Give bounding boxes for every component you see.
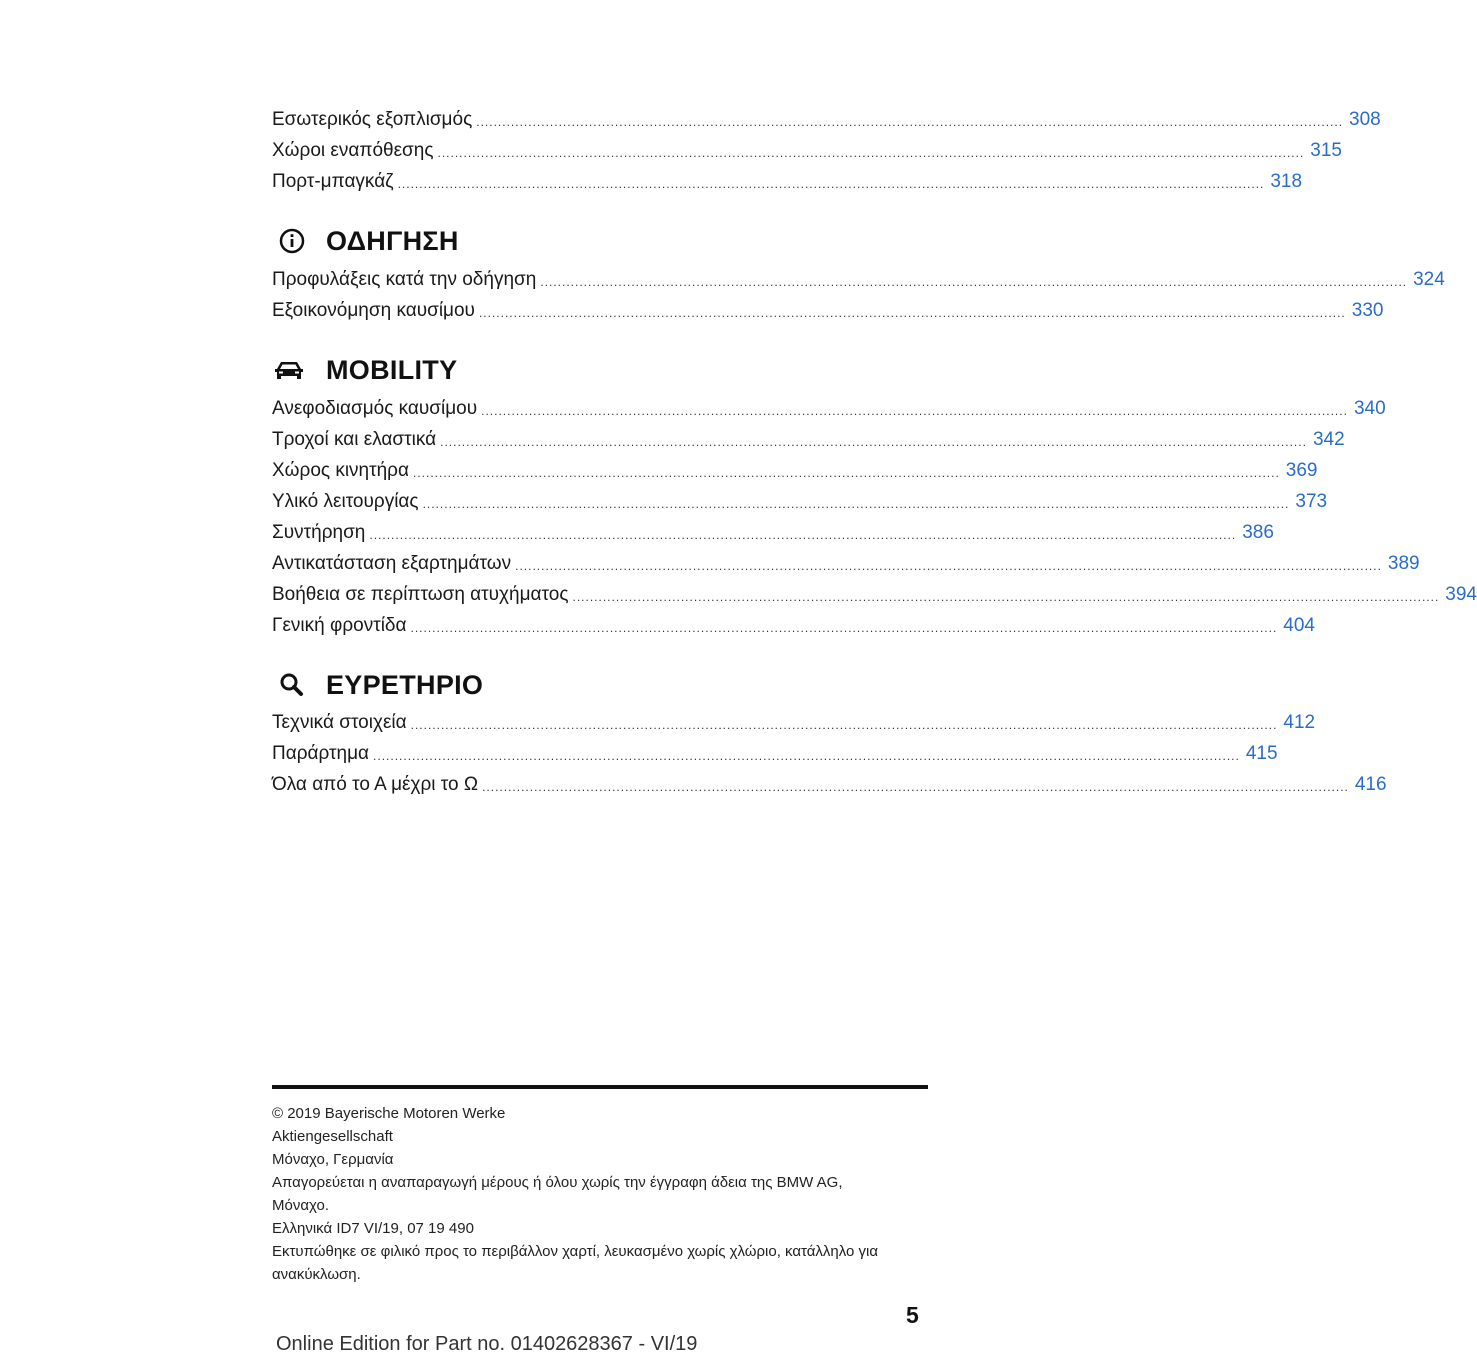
toc-entry-page[interactable]: 412 xyxy=(1283,712,1316,733)
toc-entry-label: Εξοικονόμηση καυσίμου xyxy=(272,300,475,321)
toc-entry-page[interactable]: 315 xyxy=(1310,140,1342,161)
section-title: MOBILITY xyxy=(326,354,458,385)
toc-entry[interactable] xyxy=(272,167,1303,193)
section-heading-driving xyxy=(272,221,928,261)
leader-dots: ........................................................................................................................................................................................................ xyxy=(572,590,1440,604)
leader-dots: ........................................................................................................................................................................................................ xyxy=(410,621,1278,635)
toc-entry-label: Συντήρηση xyxy=(272,522,366,543)
leader-dots: ........................................................................................................................................................................................................ xyxy=(481,404,1348,418)
leader-dots: ........................................................................................................................................................................................................ xyxy=(373,749,1240,763)
toc-entry-page[interactable]: 389 xyxy=(1387,553,1420,574)
toc-entry-page[interactable]: 340 xyxy=(1353,398,1386,419)
leader-dots: ........................................................................................................................................................................................................ xyxy=(437,146,1305,160)
toc-entry-label: Αντικατάσταση εξαρτημάτων xyxy=(272,553,512,574)
online-edition-note: Online Edition for Part no. 01402628367 - VI/19 xyxy=(276,1333,698,1355)
toc-entry[interactable] xyxy=(272,708,1316,734)
leader-dots: ........................................................................................................................................................................................................ xyxy=(440,435,1307,449)
toc-entry-page[interactable]: 324 xyxy=(1413,269,1445,290)
toc-entry[interactable] xyxy=(272,425,1345,451)
leader-dots: ........................................................................................................................................................................................................ xyxy=(412,466,1280,480)
toc-entry-label: Παράρτημα xyxy=(272,743,370,764)
section-heading-mobility xyxy=(272,350,928,390)
toc-entry-page[interactable]: 373 xyxy=(1295,491,1328,512)
footer-line: Μόναχο, Γερμανία xyxy=(272,1151,394,1168)
toc-entry-label: Χώροι εναπόθεσης xyxy=(272,140,434,161)
page-number: 5 xyxy=(906,1302,919,1328)
toc-entry-label: Χώρος κινητήρα xyxy=(272,460,409,481)
search-icon xyxy=(272,669,312,701)
toc-entry[interactable] xyxy=(272,265,1445,291)
info-circle-icon xyxy=(272,225,312,257)
leader-dots: ........................................................................................................................................................................................................ xyxy=(369,528,1237,542)
toc-entry[interactable] xyxy=(272,136,1342,162)
toc-entry[interactable] xyxy=(272,549,1420,575)
toc-entry-label: Όλα από το Α μέχρι το Ω xyxy=(272,774,479,795)
toc-entry[interactable] xyxy=(272,770,1387,796)
toc-entry-page[interactable]: 342 xyxy=(1312,429,1345,450)
toc-entry[interactable] xyxy=(272,296,1384,322)
leader-dots: ........................................................................................................................................................................................................ xyxy=(422,497,1290,511)
toc-entry-label: Τεχνικά στοιχεία xyxy=(272,712,407,733)
toc-entry-label: Γενική φροντίδα xyxy=(272,615,407,636)
footer-line: Μόναχο. xyxy=(272,1197,329,1214)
toc-entry-label: Εσωτερικός εξοπλισμός xyxy=(272,109,473,130)
footer-line: ανακύκλωση. xyxy=(272,1266,361,1283)
leader-dots: ........................................................................................................................................................................................................ xyxy=(410,718,1278,732)
toc-entry[interactable] xyxy=(272,580,1477,606)
toc-entry[interactable] xyxy=(272,739,1278,765)
toc-entry-page[interactable]: 415 xyxy=(1245,743,1278,764)
toc-entry-page[interactable]: 386 xyxy=(1242,522,1274,543)
toc-entry-label: Βοήθεια σε περίπτωση ατυχήματος xyxy=(272,584,569,605)
footer-line: Ελληνικά ID7 VI/19, 07 19 490 xyxy=(272,1220,474,1237)
leader-dots: ........................................................................................................................................................................................................ xyxy=(478,306,1346,320)
leader-dots: ........................................................................................................................................................................................................ xyxy=(515,559,1382,573)
leader-dots: ........................................................................................................................................................................................................ xyxy=(476,115,1344,129)
toc-entry-page[interactable]: 308 xyxy=(1349,109,1381,130)
footer-line: Aktiengesellschaft xyxy=(272,1128,393,1145)
toc-entry-page[interactable]: 330 xyxy=(1351,300,1384,321)
toc-entry-page[interactable]: 404 xyxy=(1283,615,1315,636)
leader-dots: ........................................................................................................................................................................................................ xyxy=(540,275,1408,289)
leader-dots: ........................................................................................................................................................................................................ xyxy=(397,177,1265,191)
section-title: ΕΥΡΕΤΗΡΙΟ xyxy=(326,669,484,700)
toc-entry-label: Πορτ-μπαγκάζ xyxy=(272,171,394,192)
leader-dots: ........................................................................................................................................................................................................ xyxy=(482,780,1349,794)
toc-entry[interactable] xyxy=(272,611,1315,637)
toc-entry-label: Τροχοί και ελαστικά xyxy=(272,429,437,450)
toc-entry-label: Προφυλάξεις κατά την οδήγηση xyxy=(272,269,537,290)
toc-entry[interactable] xyxy=(272,456,1318,482)
toc-entry-page[interactable]: 318 xyxy=(1270,171,1303,192)
toc-entry[interactable] xyxy=(272,394,1386,420)
toc-entry[interactable] xyxy=(272,518,1274,544)
toc-entry-page[interactable]: 369 xyxy=(1285,460,1318,481)
toc-entry-page[interactable]: 394 xyxy=(1445,584,1477,605)
footer-rule xyxy=(272,1085,928,1089)
toc-entry[interactable] xyxy=(272,105,1381,131)
footer-line: © 2019 Bayerische Motoren Werke xyxy=(272,1105,506,1122)
section-heading-index xyxy=(272,665,928,705)
toc-entry-page[interactable]: 416 xyxy=(1354,774,1387,795)
toc-entry[interactable] xyxy=(272,487,1328,513)
footer-imprint xyxy=(272,1102,932,1286)
section-title: ΟΔΗΓΗΣΗ xyxy=(326,225,459,256)
footer-line: Εκτυπώθηκε σε φιλικό προς το περιβάλλον χαρτί, λευκασμένο χωρίς χλώριο, κατάλληλο για xyxy=(272,1243,879,1260)
toc-entry-label: Υλικό λειτουργίας xyxy=(272,491,419,512)
toc-entry-label: Ανεφοδιασμός καυσίμου xyxy=(272,398,478,419)
car-icon xyxy=(272,354,312,386)
footer-line: Απαγορεύεται η αναπαραγωγή μέρους ή όλου χωρίς την έγγραφη άδεια της BMW AG, xyxy=(272,1174,843,1191)
